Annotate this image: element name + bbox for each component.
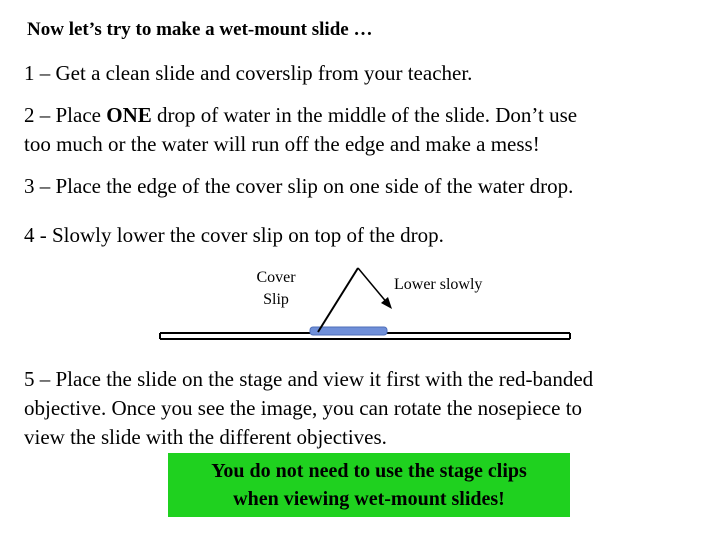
step-2-suffix: drop of water in the middle of the slide. Don’t use [151,103,578,127]
step-3: 3 – Place the edge of the cover slip on one side of the water drop. [24,174,574,198]
step-5-line-2: objective. Once you see the image, you can rotate the nosepiece to [24,396,583,420]
water-drop [310,327,387,335]
lower-slowly-label: Lower slowly [394,276,483,293]
cover-slip-label-line-1: Cover [256,269,296,286]
step-2-emphasis: ONE [106,103,152,127]
step-2 [24,101,577,159]
cover-slip-label [244,267,308,311]
step-4: 4 - Slowly lower the cover slip on top of the drop. [24,223,444,247]
callout-line-1: You do not need to use the stage clips [211,460,527,482]
step-2-prefix: 2 – Place [24,103,107,127]
cover-slip-label-line-2: Slip [263,291,289,308]
lowering-arrow-shaft [358,268,388,304]
step-5-line-3: view the slide with the different objectives. [24,425,387,449]
page-title: Now let’s try to make a wet-mount slide … [27,19,373,40]
step-2-line-2: too much or the water will run off the edge and make a mess! [24,132,540,156]
step-2-line-1 [24,101,577,130]
cover-slip [318,268,358,332]
stage-clips-callout [168,453,570,517]
step-1: 1 – Get a clean slide and coverslip from your teacher. [24,61,473,85]
callout-line-2: when viewing wet-mount slides! [233,488,505,510]
lowering-arrow-head [381,297,392,309]
step-5 [24,365,593,452]
step-5-line-1: 5 – Place the slide on the stage and view it first with the red-banded [24,367,594,391]
